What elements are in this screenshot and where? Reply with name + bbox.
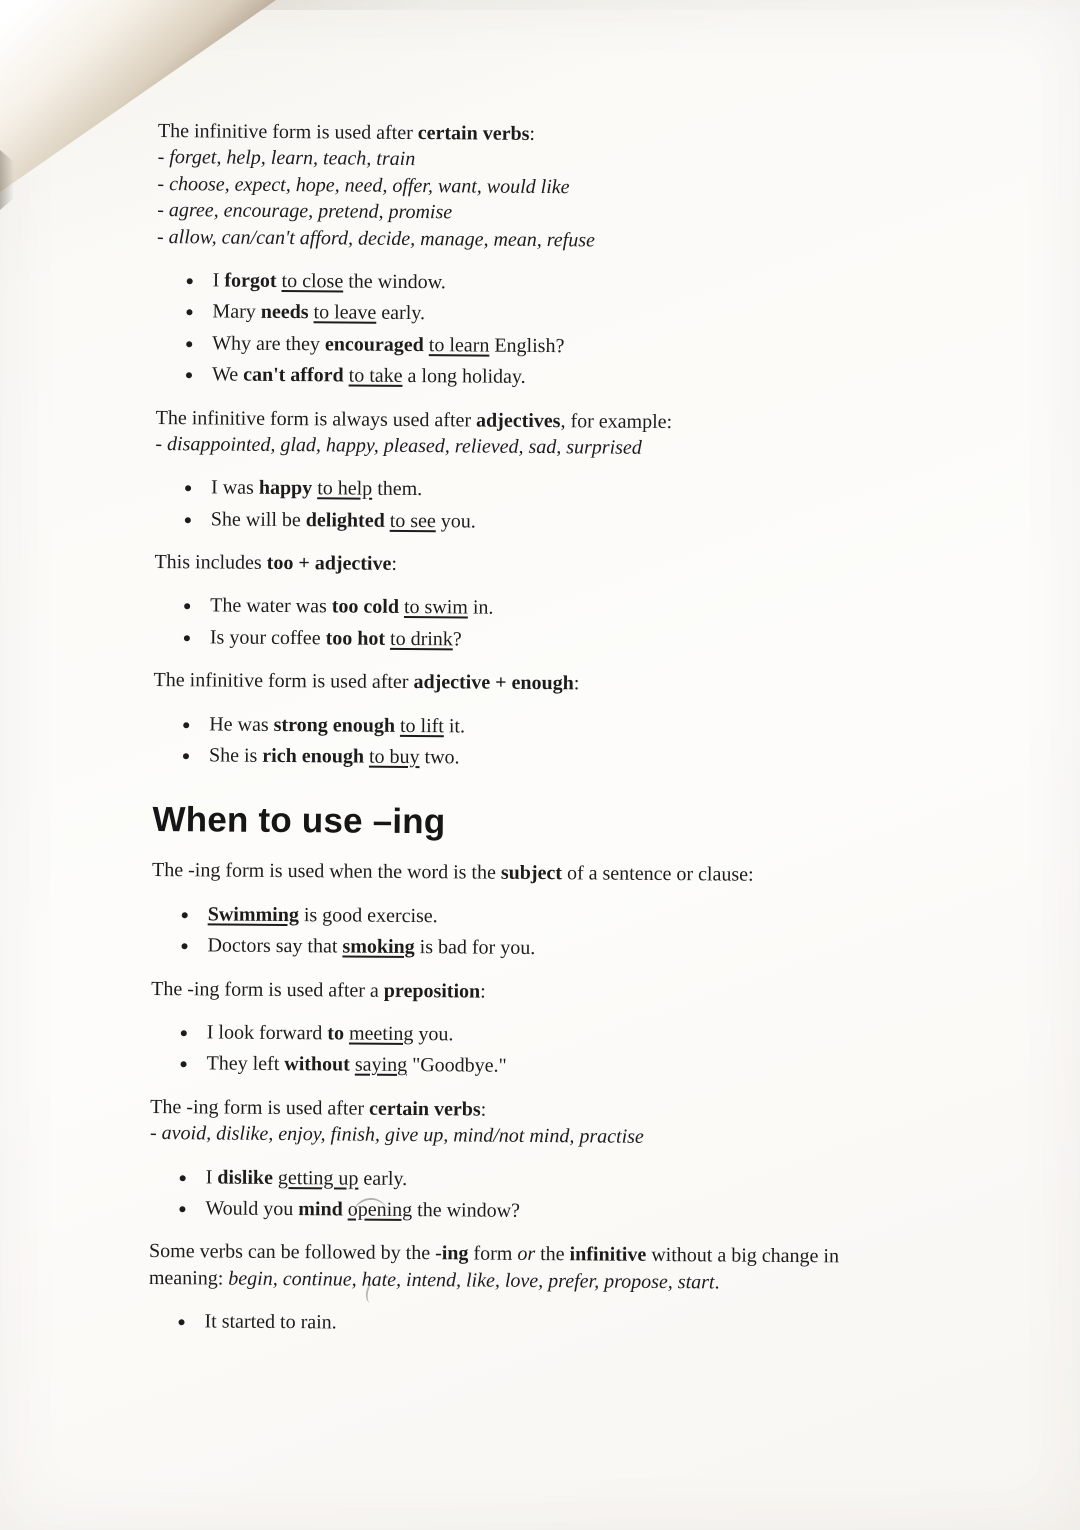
bullet-item [202,593,954,625]
text-segment: Why are they [212,332,326,356]
bullet-list [155,474,955,538]
text-segment: She is [208,744,263,767]
text-segment: meeting [348,1022,414,1046]
text-segment: without [284,1053,350,1076]
text-segment: them. [372,477,423,501]
text-segment: subject [500,862,563,885]
bullet-list [154,592,954,656]
text-segment: is good exercise. [298,903,438,928]
bullet-item [196,1308,948,1340]
bullet-list [156,267,957,394]
bullet-item [205,267,957,299]
bullet-item [204,330,956,362]
paragraph [157,118,958,256]
text-line [152,857,952,890]
bullet-list [151,901,951,965]
text-segment: : [573,672,580,695]
text-segment: to see [389,509,436,532]
text-segment: - choose, expect, hope, need, offer, want, would like [157,172,570,199]
text-line [154,549,954,582]
text-segment: The -ing form is used when the word is the [152,859,501,885]
text-segment: begin, continue, hate, intend, like, love, prefer, propose, start [228,1267,715,1294]
text-segment: form [468,1242,518,1266]
text-segment: early. [376,302,426,325]
text-segment: They left [206,1052,285,1076]
text-segment: . [714,1271,720,1294]
bullet-item [200,901,952,933]
bullet-item [204,361,956,393]
text-segment: early. [358,1167,408,1190]
bullet-item [197,1195,949,1227]
text-segment: English? [489,334,565,357]
text-segment: I [212,269,225,292]
text-segment: in. [467,596,494,620]
text-segment: can't afford [243,363,344,387]
text-segment: rich enough [262,744,365,768]
text-segment: mind [298,1198,343,1221]
text-segment: of a sentence or clause: [561,862,754,887]
text-segment: : [480,980,486,1003]
document-content [148,118,958,1358]
text-segment: or [517,1243,536,1266]
text-segment: smoking [342,935,415,959]
text-segment: , for example: [560,409,673,433]
bullet-item [203,506,955,538]
text-segment: too hot [325,627,386,650]
text-segment: The infinitive form is used after [153,669,414,694]
text-segment: to leave [313,301,377,325]
section-heading: When to use –ing [152,800,446,842]
text-segment: the window? [412,1198,521,1222]
bullet-list [149,1164,949,1228]
bullet-item [199,1019,951,1051]
text-segment: encouraged [324,333,424,356]
bullet-list [148,1308,948,1341]
text-segment: Mary [212,300,261,324]
text-segment: two. [419,746,460,769]
paragraph [155,405,955,464]
text-segment: The infinitive form is always used after [155,406,477,432]
text-segment: to learn [428,333,490,357]
paragraph [151,976,951,1009]
text-segment: forgot [224,269,277,292]
text-segment: The water was [210,594,332,618]
text-segment: adjective + enough [413,671,574,695]
text-segment: happy [258,477,313,500]
text-segment: to close [281,269,344,293]
bullet-item [202,624,954,656]
text-segment: saying [354,1053,408,1077]
bullet-item [198,1051,950,1083]
text-segment: - agree, encourage, pretend, promise [157,199,453,224]
text-segment: is bad for you. [414,936,536,960]
text-segment: : [391,552,398,575]
text-segment: to take [348,364,403,388]
text-line [157,224,957,257]
text-segment: I look forward [206,1021,328,1045]
text-segment: getting up [277,1166,359,1190]
text-segment: to lift [399,714,444,737]
text-segment: : [480,1098,487,1121]
text-segment: "Goodbye." [407,1054,507,1078]
text-segment: - allow, can/can't afford, decide, manage, mean, refuse [156,225,596,251]
bullet-item [199,933,951,965]
text-segment: We [211,363,244,386]
bullet-item [201,711,953,743]
text-segment: Is your coffee [209,626,326,650]
text-segment: infinitive [569,1243,647,1267]
text-segment: adjectives [476,409,561,432]
bullet-item [201,742,953,774]
text-segment: The -ing form is used after [150,1095,370,1120]
text-segment: it. [443,714,466,738]
paragraph [154,549,954,582]
text-segment: preposition [383,979,481,1003]
text-segment: too + adjective [266,551,392,575]
paragraph [153,667,953,700]
text-segment: I [205,1165,218,1189]
paragraph [149,1238,949,1297]
text-segment: you. [413,1023,454,1046]
bullet-item [204,299,956,331]
text-segment: to drink [389,627,453,651]
text-segment: The -ing form is used after a [151,977,384,1002]
text-segment: to buy [368,745,420,769]
text-segment: certain verbs [368,1097,481,1121]
text-line [151,976,951,1009]
text-segment: This includes [154,551,267,574]
text-segment: - avoid, dislike, enjoy, finish, give up, mind/not mind, practise [149,1122,644,1149]
text-line [150,1120,950,1153]
text-segment: without a big change in [646,1244,840,1268]
text-line [155,431,955,464]
paragraph [150,1094,950,1153]
text-segment: too cold [331,595,400,619]
text-segment: a long holiday. [402,365,526,389]
bullet-item [198,1164,950,1196]
text-segment: -ing [435,1242,469,1265]
paragraph [152,857,952,890]
text-line [153,667,953,700]
bullet-list [150,1019,950,1083]
text-segment: She will be [210,508,306,531]
text-segment: the window. [343,270,446,294]
text-segment: meaning: [148,1266,229,1290]
text-segment: - disappointed, glad, happy, pleased, relieved, sad, surprised [155,432,642,459]
text-segment: The infinitive form is used after [157,119,418,145]
text-segment: the [535,1243,570,1266]
text-segment: opening [347,1198,413,1221]
text-segment: Swimming [207,903,299,926]
text-segment: to swim [403,596,468,619]
text-segment: needs [260,301,309,324]
text-segment: strong enough [273,713,396,737]
text-segment: Would you [205,1197,299,1221]
text-segment: Some verbs can be followed by the [149,1240,436,1265]
text-segment: It started to rain. [204,1310,337,1334]
text-segment: to help [317,477,373,500]
bullet-item [203,475,955,507]
text-segment: you. [435,509,476,533]
text-segment: - forget, help, learn, teach, train [157,146,416,171]
text-segment: Doctors say that [207,934,343,958]
text-segment: delighted [305,508,385,532]
text-segment: certain verbs [417,122,530,145]
bullet-list [153,711,953,775]
text-segment: ? [452,628,462,651]
text-segment: I was [211,476,259,500]
text-segment: dislike [217,1166,274,1189]
text-segment: He was [209,713,274,736]
text-segment: to [327,1022,345,1045]
text-segment: : [529,122,536,145]
